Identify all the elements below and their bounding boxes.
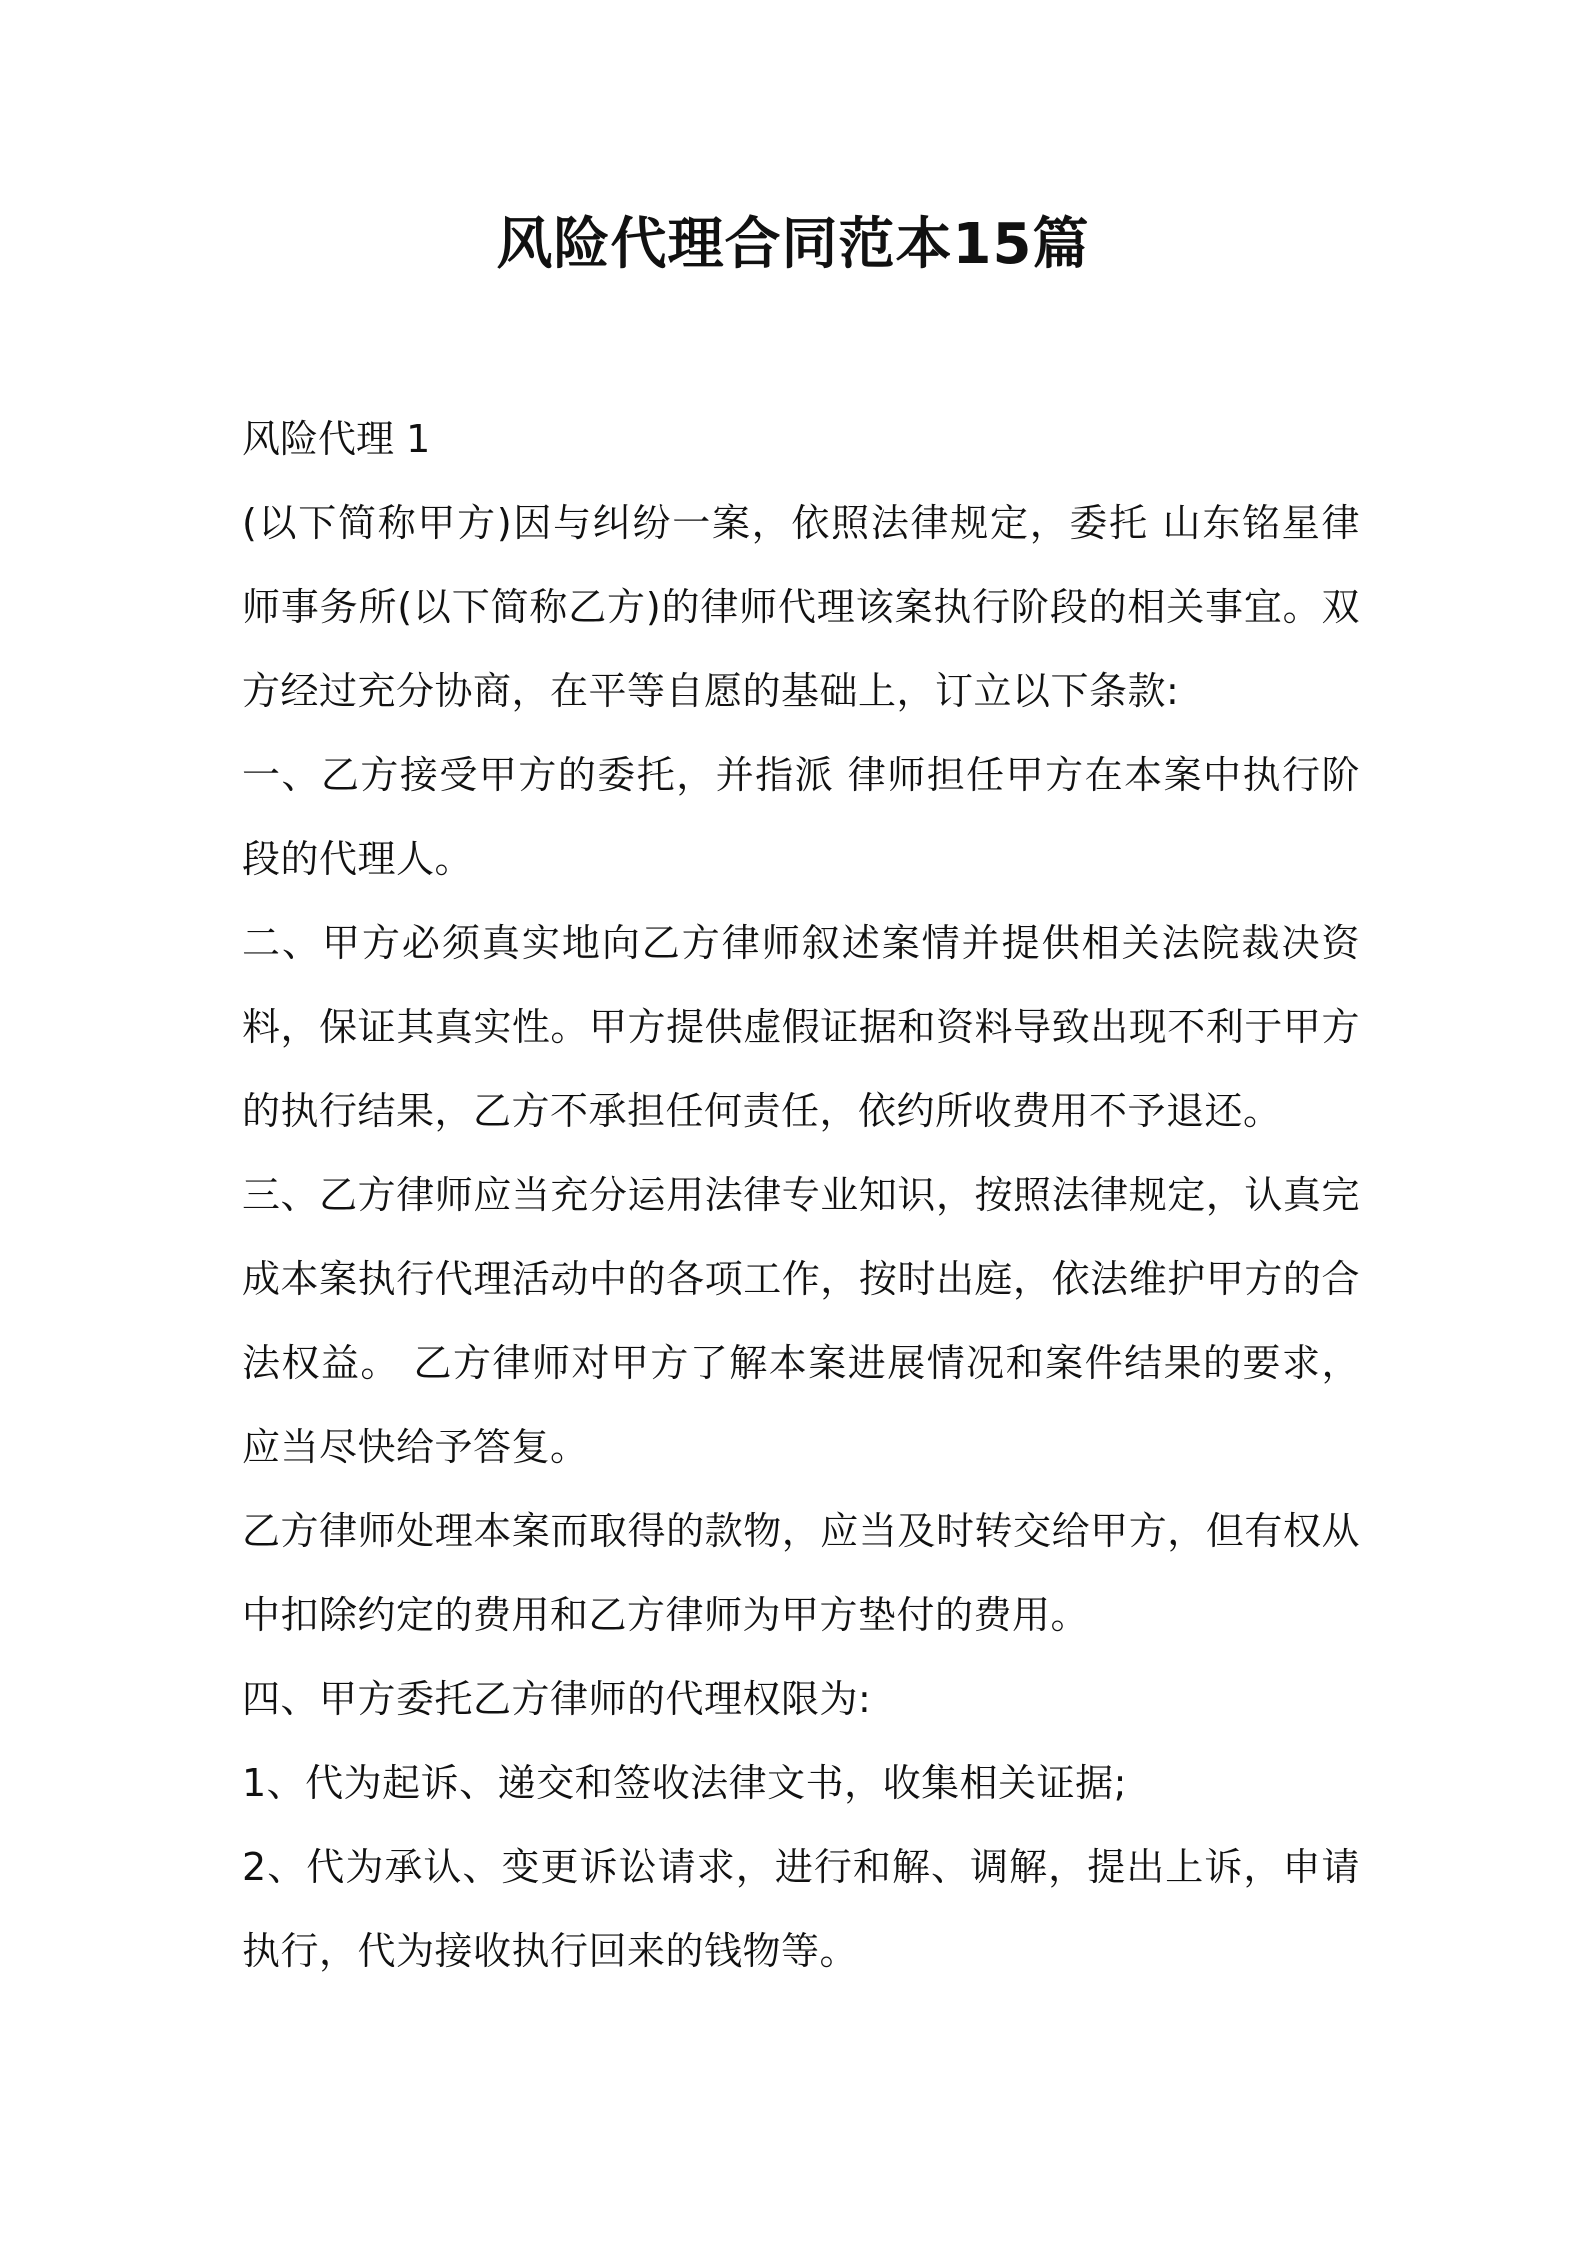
- section-heading: 风险代理 1: [242, 417, 431, 461]
- paragraph-intro: (以下简称甲方)因与纠纷一案，依照法律规定，委托 山东铭星律师事务所(以下简称乙方)的律师代理该案执行阶段的相关事宜。双方经过充分协商，在平等自愿的基础上，订立以下条款:: [242, 501, 1360, 713]
- paragraph-authority-1: 1、代为起诉、递交和签收法律文书，收集相关证据;: [242, 1761, 1127, 1805]
- paragraph-clause-3: 三、乙方律师应当充分运用法律专业知识，按照法律规定，认真完成本案执行代理活动中的各项工作，按时出庭，依法维护甲方的合法权益。 乙方律师对甲方了解本案进展情况和案件结果的要求，应当尽快给予答复。: [242, 1173, 1360, 1469]
- document-title: 风险代理合同范本15篇: [496, 212, 1090, 277]
- document-body: [242, 397, 1360, 1993]
- paragraph-clause-2: 二、甲方必须真实地向乙方律师叙述案情并提供相关法院裁决资料，保证其真实性。甲方提供虚假证据和资料导致出现不利于甲方的执行结果，乙方不承担任何责任，依约所收费用不予退还。: [242, 921, 1360, 1133]
- paragraph-authority-2: 2、代为承认、变更诉讼请求，进行和解、调解，提出上诉，申请执行，代为接收执行回来的钱物等。: [242, 1845, 1360, 1973]
- paragraph-clause-3-continued: 乙方律师处理本案而取得的款物，应当及时转交给甲方，但有权从中扣除约定的费用和乙方律师为甲方垫付的费用。: [242, 1509, 1360, 1637]
- paragraph-clause-1: 一、乙方接受甲方的委托，并指派 律师担任甲方在本案中执行阶段的代理人。: [242, 753, 1360, 881]
- paragraph-clause-4: 四、甲方委托乙方律师的代理权限为:: [242, 1677, 872, 1721]
